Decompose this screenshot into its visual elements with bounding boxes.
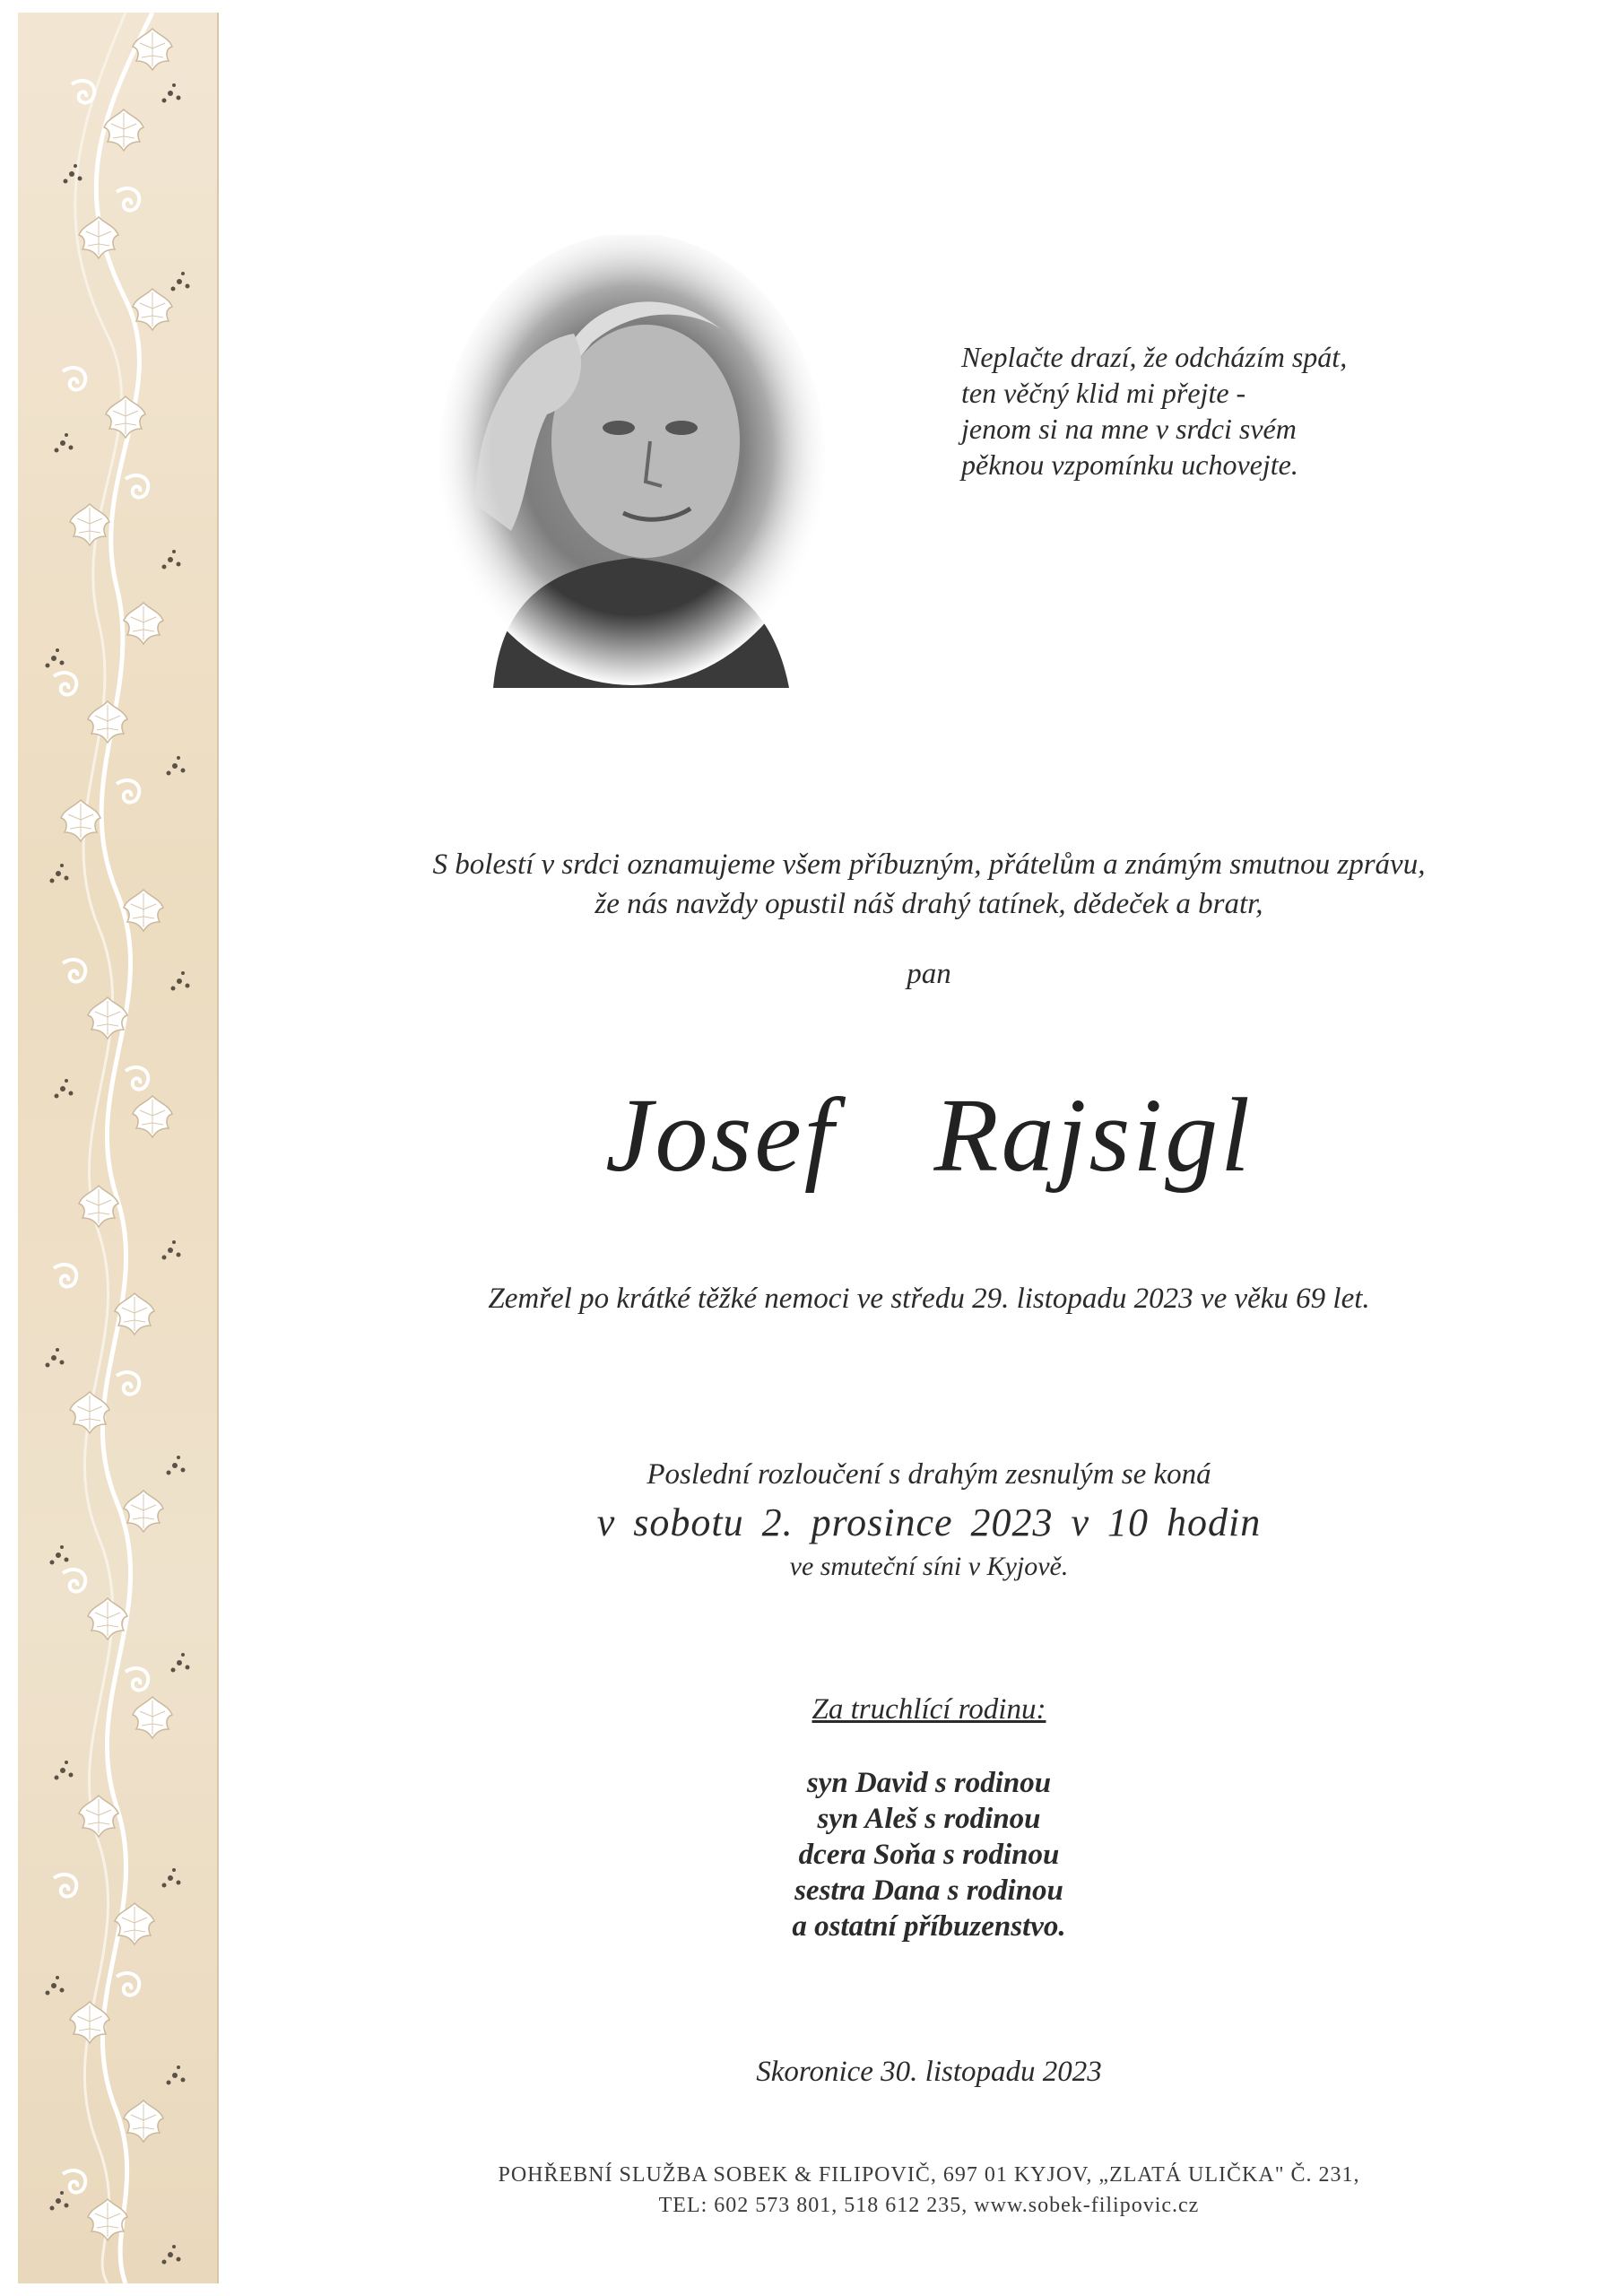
footer-address: POHŘEBNÍ SLUŽBA SOBEK & FILIPOVIČ, 697 01 KYJOV, „ZLATÁ ULIČKA" Č. 231, <box>498 2163 1360 2187</box>
decorative-border <box>18 13 219 2283</box>
farewell-date-time: v sobotu 2. prosince 2023 v 10 hodin <box>596 1500 1262 1544</box>
farewell-intro: Poslední rozloučení s drahým zesnulým se koná <box>647 1458 1211 1491</box>
mourners-heading: Za truchlící rodinu: <box>812 1693 1046 1726</box>
poem-line: Neplačte drazí, že odcházím spát, <box>961 341 1348 373</box>
poem-line: pěknou vzpomínku uchovejte. <box>961 448 1298 481</box>
funeral-service-footer <box>235 2160 1623 2221</box>
mourners-list <box>235 1765 1623 1944</box>
mourner-item: syn Aleš s rodinou <box>817 1803 1041 1835</box>
footer-contact: TEL: 602 573 801, 518 612 235, www.sobek-filipovic.cz <box>658 2194 1200 2217</box>
poem-line: ten věčný klid mi přejte - <box>961 377 1246 409</box>
intro-line: že nás navždy opustil náš drahý tatínek, dědeček a bratr, <box>595 888 1263 920</box>
place-and-date: Skoronice 30. listopadu 2023 <box>756 2056 1102 2088</box>
lace-vine-ornament <box>18 13 217 2283</box>
farewell-location: ve smuteční síni v Kyjově. <box>789 1552 1069 1581</box>
poem <box>961 339 1428 483</box>
intro-line: S bolestí v srdci oznamujeme všem příbuzným, přátelům a známým smutnou zprávu, <box>432 848 1426 881</box>
portrait-photo <box>439 235 825 688</box>
mourner-item: a ostatní příbuzenstvo. <box>792 1910 1066 1943</box>
announcement-intro <box>235 845 1623 924</box>
mourner-item: sestra Dana s rodinou <box>794 1874 1063 1907</box>
death-notice: Zemřel po krátké těžké nemoci ve středu 29. listopadu 2023 ve věku 69 let. <box>488 1283 1370 1315</box>
deceased-name: Josef Rajsigl <box>605 1076 1253 1194</box>
mourner-item: dcera Soňa s rodinou <box>798 1839 1060 1871</box>
poem-line: jenom si na mne v srdci svém <box>961 413 1297 445</box>
honorific: pan <box>907 958 951 990</box>
mourner-item: syn David s rodinou <box>806 1767 1052 1799</box>
